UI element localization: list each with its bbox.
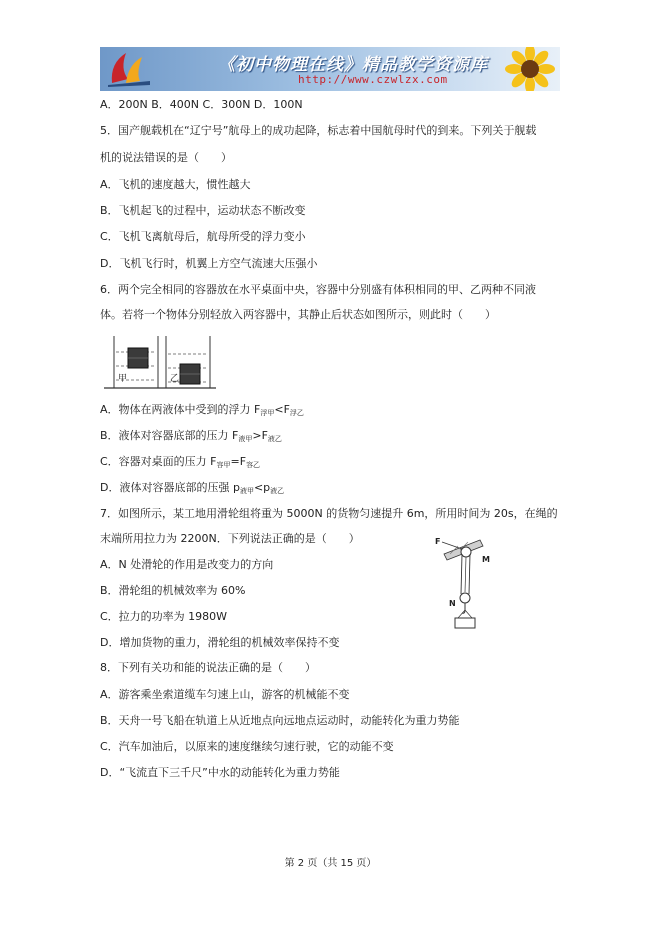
label-n: N xyxy=(449,599,456,608)
banner-url: http://www.czwlzx.com xyxy=(298,73,448,86)
q7-stem-2: 末端所用拉力为 2200N．下列说法正确的是（ ） xyxy=(100,532,360,545)
q6-option-b: B．液体对容器底部的压力 $F_{液甲}>F_{液乙}$ xyxy=(100,429,282,443)
label-f: F xyxy=(435,537,441,546)
q8-option-d: D．“飞流直下三千尺”中水的动能转化为重力势能 xyxy=(100,766,340,779)
q8-option-b: B．天舟一号飞船在轨道上从近地点向远地点运动时，动能转化为重力势能 xyxy=(100,714,460,727)
q6-stem-1: 6．两个完全相同的容器放在水平桌面中央，容器中分别盛有体积相同的甲、乙两种不同液 xyxy=(100,283,536,296)
q6-figure xyxy=(104,330,216,392)
q7-option-c: C．拉力的功率为 1980W xyxy=(100,610,228,623)
q7-option-a: A．N 处滑轮的作用是改变力的方向 xyxy=(100,558,274,571)
q5-option-c: C．飞机飞离航母后，航母所受的浮力变小 xyxy=(100,230,306,243)
q6-option-c: C．容器对桌面的压力 $F_{容甲}=F_{容乙}$ xyxy=(100,455,261,469)
label-m: M xyxy=(482,555,490,564)
q6-stem-2: 体。若将一个物体分别轻放入两容器中，其静止后状态如图所示，则此时（ ） xyxy=(100,308,496,321)
q7-stem-1: 7．如图所示，某工地用滑轮组将重为 5000N 的货物匀速提升 6m，所用时间为 20s，在绳的 xyxy=(100,507,558,520)
logo-icon xyxy=(106,49,154,89)
q8-option-a: A．游客乘坐索道缆车匀速上山，游客的机械能不变 xyxy=(100,688,350,701)
q5-option-a: A．飞机的速度越大，惯性越大 xyxy=(100,178,251,191)
page-footer: 第 2 页（共 15 页） xyxy=(284,858,377,869)
label-jia: 甲 xyxy=(118,374,128,384)
banner-title: 《初中物理在线》精品教学资源库 xyxy=(218,55,488,75)
q5-stem-2: 机的说法错误的是（ ） xyxy=(100,151,232,164)
q5-option-b: B．飞机起飞的过程中，运动状态不断改变 xyxy=(100,204,306,217)
q7-option-d: D．增加货物的重力，滑轮组的机械效率保持不变 xyxy=(100,636,340,649)
q8-stem: 8．下列有关功和能的说法正确的是（ ） xyxy=(100,661,316,674)
q6-option-a: A．物体在两液体中受到的浮力 $F_{浮甲}<F_{浮乙}$ xyxy=(100,403,304,417)
q5-option-d: D．飞机飞行时，机翼上方空气流速大压强小 xyxy=(100,257,318,270)
q4-options: A．200N B．400N C．300N D．100N xyxy=(100,98,303,111)
sunflower-icon xyxy=(490,47,558,91)
q5-stem-1: 5．国产舰载机在“辽宁号”航母上的成功起降，标志着中国航母时代的到来。下列关于舰载 xyxy=(100,124,537,137)
q8-option-c: C．汽车加油后，以原来的速度继续匀速行驶，它的动能不变 xyxy=(100,740,394,753)
q7-figure xyxy=(428,532,500,632)
label-yi: 乙 xyxy=(170,374,180,384)
q6-option-d: D．液体对容器底部的压强 $p_{液甲}<p_{液乙}$ xyxy=(100,481,285,495)
header-banner xyxy=(100,47,560,91)
q7-option-b: B．滑轮组的机械效率为 60% xyxy=(100,584,246,597)
